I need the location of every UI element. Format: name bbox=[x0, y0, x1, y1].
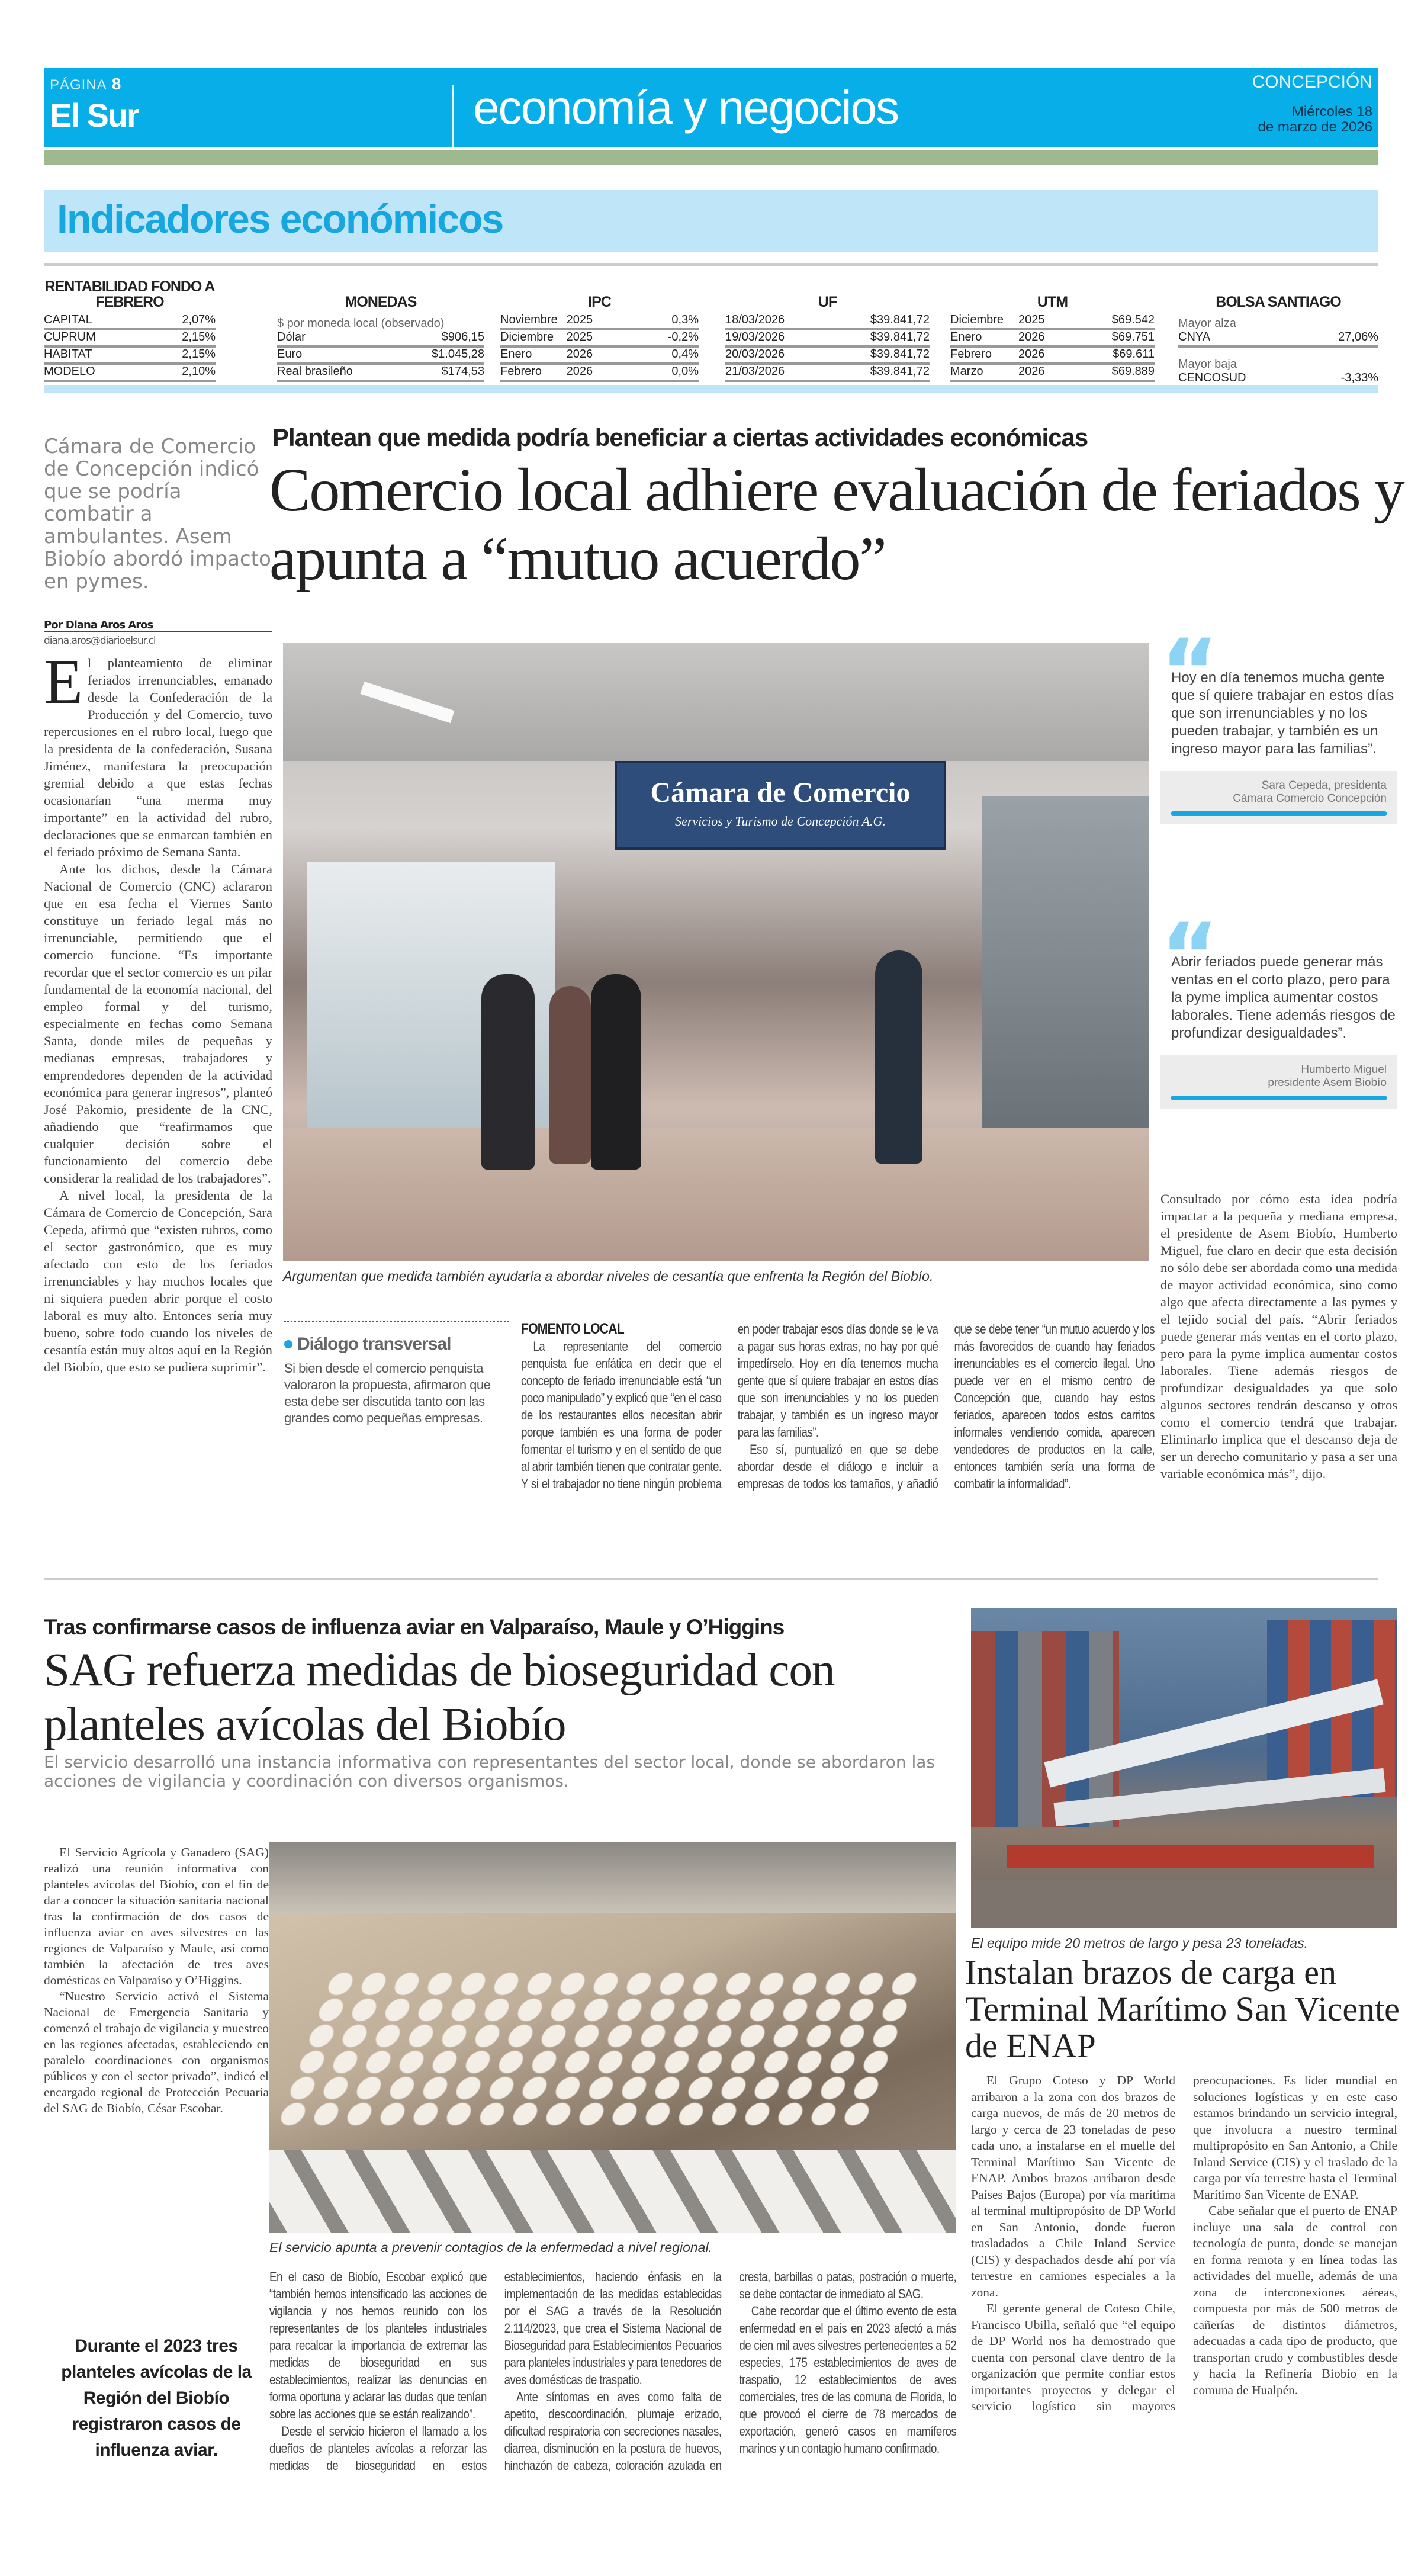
indicator-row bbox=[277, 330, 484, 348]
indicator-cell: 2026 bbox=[1018, 365, 1045, 378]
indicator-cell: Diciembre bbox=[500, 330, 554, 343]
indicator-cell: 19/03/2026 bbox=[725, 330, 785, 343]
stock-table bbox=[1178, 271, 1378, 388]
indicators-bottom-bar bbox=[44, 385, 1378, 393]
quote-text: Hoy en día tenemos mucha gente que sí quiere trabajar en estos días que son irrenunciables y no los pueden trabajar, y también es un ingreso mayor para las familias”. bbox=[1171, 670, 1394, 757]
article1-headline: Comercio local adhiere evaluación de feriados y apunta a “mutuo acuerdo” bbox=[269, 456, 1404, 593]
indicator-cell: 2025 bbox=[566, 313, 593, 326]
article2-lower-columns bbox=[269, 2268, 956, 2567]
article2-photo-caption: El servicio apunta a prevenir contagios de la enfermedad a nivel regional. bbox=[269, 2240, 712, 2255]
indicator-row bbox=[725, 348, 930, 365]
indicator-cell: 21/03/2026 bbox=[725, 365, 785, 378]
header-divider bbox=[452, 85, 454, 147]
paragraph: Cabe señalar que el puerto de ENAP incluye una sala de control con tecnología de punta, donde se manejan en forma remota y en línea todas las actividades del muelle, además de una zona de interconexiones aéreas, compuesta por más de 500 metros de cañerías de distintos diámetros, adecuadas a cada tipo de producto, que transportan crudo y combustibles desde y hacia la Refinería Biobío en la comuna de Hualpén. bbox=[1193, 2204, 1397, 2397]
city-label: CONCEPCIÓN bbox=[1252, 72, 1372, 92]
page-header bbox=[44, 68, 1378, 147]
paragraph: Ante síntomas en aves como falta de apetito, descoordinación, plumaje erizado, dificultad respiratoria con secreciones nasales, diarrea, disminución en la postura de huevos, hinchazón de cabeza, coloración azulada en cresta, barbillas o patas, postración o muerte, se debe contactar de inmediato al SAG. bbox=[504, 2269, 957, 2473]
indicator-row bbox=[44, 365, 216, 382]
indicator-cell: 18/03/2026 bbox=[725, 313, 785, 326]
indicator-cell: 0,0% bbox=[671, 365, 699, 378]
afp-table bbox=[44, 271, 216, 382]
afp-title: RENTABILIDAD FONDO A FEBRERO bbox=[44, 278, 215, 310]
indicator-row bbox=[44, 313, 216, 330]
indicator-cell: Enero bbox=[500, 348, 532, 361]
indicator-cell: $39.841,72 bbox=[870, 313, 930, 326]
indicator-cell: Febrero bbox=[950, 348, 992, 361]
article2-col1 bbox=[44, 1845, 269, 2116]
indicator-cell: Dólar bbox=[277, 330, 306, 343]
paragraph: La representante del comercio penquista fue enfática en decir que el concepto de feriado irrenunciable está “un poco manipulado” y explicó que “en el caso de los restaurantes ellos necesitan abrir porque también es una forma de poder fomentar el turismo y en el sentido de que al abrir también tienen que contratar gente. Y si el trabajador no tiene ningún problema en poder trabajar esos días donde se le va a pagar sus horas extras, no hay por qué impedírselo. Hoy en día tenemos mucha gente que sí quiere trabajar en estos días que son irrenunciables y no los pueden trabajar, y también es un ingreso mayor para las familias”. bbox=[521, 1322, 938, 1491]
chamber-sign: Cámara de Comercio Servicios y Turismo de Concepción A.G. bbox=[615, 761, 946, 850]
header-accent-bar bbox=[44, 150, 1378, 165]
indicator-cell: $39.841,72 bbox=[870, 330, 930, 343]
page-number: PÁGINA 8 bbox=[50, 75, 122, 93]
indicator-row bbox=[950, 330, 1155, 348]
quote-text: Abrir feriados puede generar más ventas en el corto plazo, pero para la pyme implica aumentar costos laborales. Tiene además riesgos de profundizar desigualdades”. bbox=[1171, 954, 1396, 1041]
article3-columns bbox=[971, 2073, 1397, 2570]
indicator-cell: $69.542 bbox=[1111, 313, 1155, 326]
indicator-cell: 2026 bbox=[566, 348, 593, 361]
quote-humberto-miguel bbox=[1160, 905, 1397, 1109]
subhead: FOMENTO LOCAL bbox=[521, 1321, 624, 1337]
indicator-row bbox=[725, 365, 930, 382]
indicator-row bbox=[44, 348, 216, 365]
indicators-banner bbox=[44, 190, 1378, 252]
ipc-title: IPC bbox=[588, 294, 611, 310]
paragraph: El Grupo Coteso y DP World arribaron a la zona con dos brazos de carga nuevos, de más de 20 metros de largo y cerca de 23 toneladas de peso cada uno, a instalarse en el muelle del Terminal Marítimo San Vicente de ENAP. Ambos brazos arribaron desde Países Bajos (Europa) por vía marítima al terminal multipropósito de DP World en San Antonio, donde fueron trasladados a Chile Inland Service (CIS) y despachados desde ahí por vía terrestre en camiones especiales a la zona. bbox=[971, 2073, 1175, 2299]
indicator-row bbox=[500, 348, 699, 365]
article1-lower-columns bbox=[521, 1321, 1155, 1563]
indicator-cell: CUPRUM bbox=[44, 330, 96, 343]
indicator-cell: Enero bbox=[950, 330, 982, 343]
paragraph: Ante los dichos, desde la Cámara Nacional de Comercio (CNC) aclararon que en esa fecha el Viernes Santo constituye un feriado legal más no irrenunciable, permitiendo que el comercio funcione. “Es importante recordar que el sector comercio es un pilar fundamental de la economía nacional, del empleo formal y del turismo, especialmente en fechas como Semana Santa, donde miles de pequeñas y medianas empresas, trabajadores y emprendedores dependen de la actividad económica para generar ingresos”, planteó José Pakomio, presidente de la CNC, añadiendo que “reafirmamos que cualquier decisión sobre el funcionamiento del comercio debe considerar la realidad de los trabajadores”. bbox=[44, 862, 272, 1186]
top-gain-label: Mayor alza bbox=[1178, 317, 1236, 330]
quote-mark-icon: “ bbox=[1160, 621, 1219, 724]
indicator-row bbox=[277, 348, 484, 365]
indicator-cell: 2,15% bbox=[182, 330, 216, 343]
stock-title: BOLSA SANTIAGO bbox=[1216, 294, 1341, 310]
quote-attribution: Humberto Miguel presidente Asem Biobío bbox=[1160, 1055, 1397, 1109]
indicator-cell: HABITAT bbox=[44, 348, 92, 361]
indicator-cell: 2026 bbox=[1018, 330, 1045, 343]
byline: Por Diana Aros Aros bbox=[44, 619, 272, 632]
indicator-cell: $39.841,72 bbox=[870, 348, 930, 361]
paragraph: Eso sí, puntualizó en que se debe abordar desde el diálogo e incluir a empresas de todos los tamaños, y añadió que se debe tener “un mutuo acuerdo y los más favorecidos de cuando hay feriados irrenunciables es el comercio ilegal. Uno puede ver en el mismo centro de Concepción que, cuando hay estos feriados, aparecen todos estos carritos informales vendiendo comida, aparecen vendedores de productos en la calle, entonces también sería una forma de combatir la informalidad”. bbox=[737, 1322, 1155, 1491]
indicator-cell: 2025 bbox=[1018, 313, 1045, 326]
article1-photo-caption: Argumentan que medida también ayudaría a abordar niveles de cesantía que enfrenta la Región del Biobío. bbox=[283, 1268, 934, 1284]
issue-date: Miércoles 18 de marzo de 2026 bbox=[1258, 104, 1372, 135]
currency-subtitle: $ por moneda local (observado) bbox=[277, 317, 445, 330]
indicator-cell: Noviembre bbox=[500, 313, 558, 326]
article1-right-col bbox=[1160, 1190, 1397, 1482]
indicator-row bbox=[44, 330, 216, 348]
indicator-row bbox=[950, 348, 1155, 365]
article3-photo-caption: El equipo mide 20 metros de largo y pesa 23 toneladas. bbox=[971, 1935, 1308, 1951]
indicator-cell: 0,3% bbox=[671, 313, 699, 326]
quote-mark-icon: “ bbox=[1160, 905, 1219, 1008]
box-title: Diálogo transversal bbox=[297, 1334, 451, 1354]
article1-kicker: Plantean que medida podría beneficiar a ciertas actividades económicas bbox=[272, 423, 1088, 451]
indicator-cell: $1.045,28 bbox=[432, 348, 484, 361]
divider bbox=[44, 263, 1378, 266]
paragraph: Consultado por cómo esta idea podría impactar a la pequeña y mediana empresa, el presidente de Asem Biobío, Humberto Miguel, fue claro en decir que esta decisión no sólo debe ser abordada como una medida de mayor actividad económica, sino como algo que afecta directamente a las pymes y el tejido social del país. “Abrir feriados puede generar más ventas en el corto plazo, pero para la pyme implica aumentar costos laborales. Tiene además riesgos de profundizar desigualdades ya que solo algunos sectores tendrán descanso y otros como el comercio tendrá que trabajar. Eliminarlo implica que el descanso deja de ser un derecho comunitario y pasa a ser una variable económica más”, dijo. bbox=[1160, 1191, 1397, 1481]
top-loss-row: CENCOSUD -3,33% bbox=[1178, 371, 1378, 388]
indicator-cell: $69.611 bbox=[1113, 348, 1155, 361]
indicators-title: Indicadores económicos bbox=[57, 197, 503, 242]
box-text: Si bien desde el comercio penquista valoraron la propuesta, afirmaron que esta debe ser discutida tanto con las grandes como pequeñas empresas. bbox=[284, 1361, 491, 1425]
indicator-cell: 2,15% bbox=[182, 348, 216, 361]
utm-title: UTM bbox=[1037, 294, 1068, 310]
article1-deck: Cámara de Comercio de Concepción indicó que se podría combatir a ambulantes. Asem Biobío abordó impacto en pymes. bbox=[44, 435, 271, 593]
indicator-cell: CAPITAL bbox=[44, 313, 92, 326]
article2-kicker: Tras confirmarse casos de influenza aviar en Valparaíso, Maule y O’Higgins bbox=[44, 1615, 785, 1639]
top-loss-label: Mayor baja bbox=[1178, 358, 1237, 371]
indicator-cell: 2026 bbox=[566, 365, 593, 378]
paragraph: El Servicio Agrícola y Ganadero (SAG) realizó una reunión informativa con planteles avícolas del Biobío, con el fin de dar a conocer la situación sanitaria nacional tras la confirmación de dos casos de influenza aviar en aves silvestres en las regiones de Valparaíso y Maule, así como también la afectación de tres aves domésticas en Valparaíso y O’Higgins. bbox=[44, 1845, 269, 1987]
paragraph: El gerente general de Coteso Chile, Francisco Ubilla, señaló que “el equipo de DP World nos ha demostrado que cuenta con personal clave dentro de la organización que permite confiar estos importantes proyectos y delegar el servicio logístico sin mayores preocupaciones. Es líder mundial en soluciones logísticas y en este caso estamos brindando un servicio integral, que involucra a nuestro terminal multipropósito en San Antonio, a Chile Inland Service (CIS) y el traslado de la carga por vía terrestre hasta el Terminal Marítimo San Vicente de ENAP. bbox=[971, 2073, 1397, 2413]
indicator-cell: 2025 bbox=[566, 330, 593, 343]
uf-table bbox=[725, 271, 930, 382]
article1-col1 bbox=[44, 647, 272, 1376]
indicator-cell: 2,07% bbox=[182, 313, 216, 326]
indicator-cell: 0,4% bbox=[671, 348, 699, 361]
indicator-row bbox=[725, 313, 930, 330]
indicator-cell: $69.751 bbox=[1111, 330, 1155, 343]
indicator-row bbox=[277, 365, 484, 382]
indicator-cell: $39.841,72 bbox=[870, 365, 930, 378]
indicator-row bbox=[500, 313, 699, 330]
indicator-row bbox=[500, 330, 699, 348]
top-gain-row: CNYA 27,06% bbox=[1178, 330, 1378, 348]
utm-table bbox=[950, 271, 1155, 382]
paragraph: Cabe recordar que el último evento de esta enfermedad en el país en 2023 afectó a más de cien mil aves silvestres pertenecientes a 52 especies, 175 establecimientos de aves de traspatio, 12 establecimientos de aves comerciales, tres de las comuna de Florida, lo que provocó el cierre de 78 mercados de exportación, generó casos en mamíferos marinos y un contagio humano confirmado. bbox=[739, 2304, 957, 2456]
indicator-cell: MODELO bbox=[44, 365, 95, 378]
ipc-table bbox=[500, 271, 699, 382]
indicator-cell: Real brasileño bbox=[277, 365, 353, 378]
dialogue-box bbox=[284, 1321, 509, 1427]
paragraph: l planteamiento de eliminar feriados irrenunciables, emanado desde la Confederación de la Producción y del Comercio, tuvo repercusiones en el rubro local, luego que la presidenta de la confederación, Susana Jiménez, manifestara la preocupación gremial debido a que estas fechas ocasionarían “una merma muy importante” en la actividad del rubro, declaraciones que se enmarcan también en el feriado próximo de Semana Santa. bbox=[44, 656, 272, 859]
quote-sara-cepeda bbox=[1160, 621, 1397, 824]
indicator-cell: 2,10% bbox=[182, 365, 216, 378]
newspaper-brand: El Sur bbox=[50, 97, 139, 134]
article3-headline: Instalan brazos de carga en Terminal Marítimo San Vicente de ENAP bbox=[965, 1953, 1400, 2065]
uf-title: UF bbox=[818, 294, 837, 310]
article2-pullquote: Durante el 2023 tres planteles avícolas de la Región del Biobío registraron casos de influenza aviar. bbox=[61, 2336, 252, 2460]
indicator-cell: Febrero bbox=[500, 365, 542, 378]
quote-attribution: Sara Cepeda, presidenta Cámara Comercio Concepción bbox=[1160, 771, 1397, 824]
section-divider bbox=[44, 1578, 1378, 1580]
indicator-cell: $69.889 bbox=[1111, 365, 1155, 378]
section-title: economía y negocios bbox=[473, 81, 899, 134]
indicator-row bbox=[725, 330, 930, 348]
indicator-cell: Diciembre bbox=[950, 313, 1004, 326]
currency-title: MONEDAS bbox=[345, 294, 417, 310]
article2-deck: El servicio desarrolló una instancia informativa con representantes del sector local, donde se abordaron las acciones de vigilancia y coordinación con diversos organismos. bbox=[44, 1752, 935, 1791]
indicator-cell: 20/03/2026 bbox=[725, 348, 785, 361]
indicator-row bbox=[500, 365, 699, 382]
indicator-cell: Marzo bbox=[950, 365, 983, 378]
indicator-cell: Euro bbox=[277, 348, 303, 361]
drop-cap: E bbox=[44, 647, 83, 717]
paragraph: “Nuestro Servicio activó el Sistema Nacional de Emergencia Sanitaria y comenzó el trabajo de vigilancia y muestreo en las regiones afectadas, estableciendo en paralelo coordinaciones con organismos públicos y con el sector privado”, indicó el encargado regional de Protección Pecuaria del SAG de Biobío, César Escobar. bbox=[44, 1989, 269, 2115]
indicator-cell: 2026 bbox=[1018, 348, 1045, 361]
author-email[interactable]: diana.aros@diarioelsur.cl bbox=[44, 635, 156, 647]
paragraph: En el caso de Biobío, Escobar explicó que “también hemos intensificado las acciones de vigilancia y nos hemos reunido con los representantes de los planteles industriales para recalcar la importancia de extremar las medidas de bioseguridad en sus establecimientos, realizar las denuncias en forma oportuna y aclarar las dudas que tenían sobre las acciones que se están realizando”. bbox=[269, 2269, 487, 2421]
eggs-photo bbox=[269, 1842, 956, 2233]
paragraph: A nivel local, la presidenta de la Cámara de Comercio de Concepción, Sara Cepeda, afirmó que “existen rubros, como el sector gastronómico, que es muy afectado con esto de los feriados irrenunciables y hay muchos locales que ni siquiera pueden abrir porque el costo laboral es muy alto. Entonces sería muy bueno, sobre todo cuando los niveles de cesantía están muy altos aquí en la Región del Biobío, que esto se pudiera suprimir”. bbox=[44, 1188, 272, 1374]
commerce-gallery-photo bbox=[283, 643, 1149, 1261]
indicator-cell: -0,2% bbox=[667, 330, 699, 343]
article2-headline: SAG refuerza medidas de bioseguridad con planteles avícolas del Biobío bbox=[44, 1644, 835, 1750]
indicator-cell: $174,53 bbox=[441, 365, 484, 378]
indicator-row bbox=[950, 313, 1155, 330]
indicator-row bbox=[950, 365, 1155, 382]
bullet-icon bbox=[284, 1340, 292, 1348]
paragraph: Desde el servicio hicieron el llamado a los dueños de planteles avícolas a reforzar las medidas de bioseguridad en estos establecimientos, haciendo énfasis en la implementación de las medidas establecidas por el SAG a través de la Resolución 2.114/2023, que crea el Sistema Nacional de Bioseguridad para Establecimientos Pecuarios para planteles industriales y para tenedores de aves domésticas de traspatio. bbox=[269, 2269, 722, 2473]
currency-table bbox=[277, 271, 484, 382]
indicator-cell: $906,15 bbox=[441, 330, 484, 343]
loading-arms-photo bbox=[971, 1608, 1397, 1928]
